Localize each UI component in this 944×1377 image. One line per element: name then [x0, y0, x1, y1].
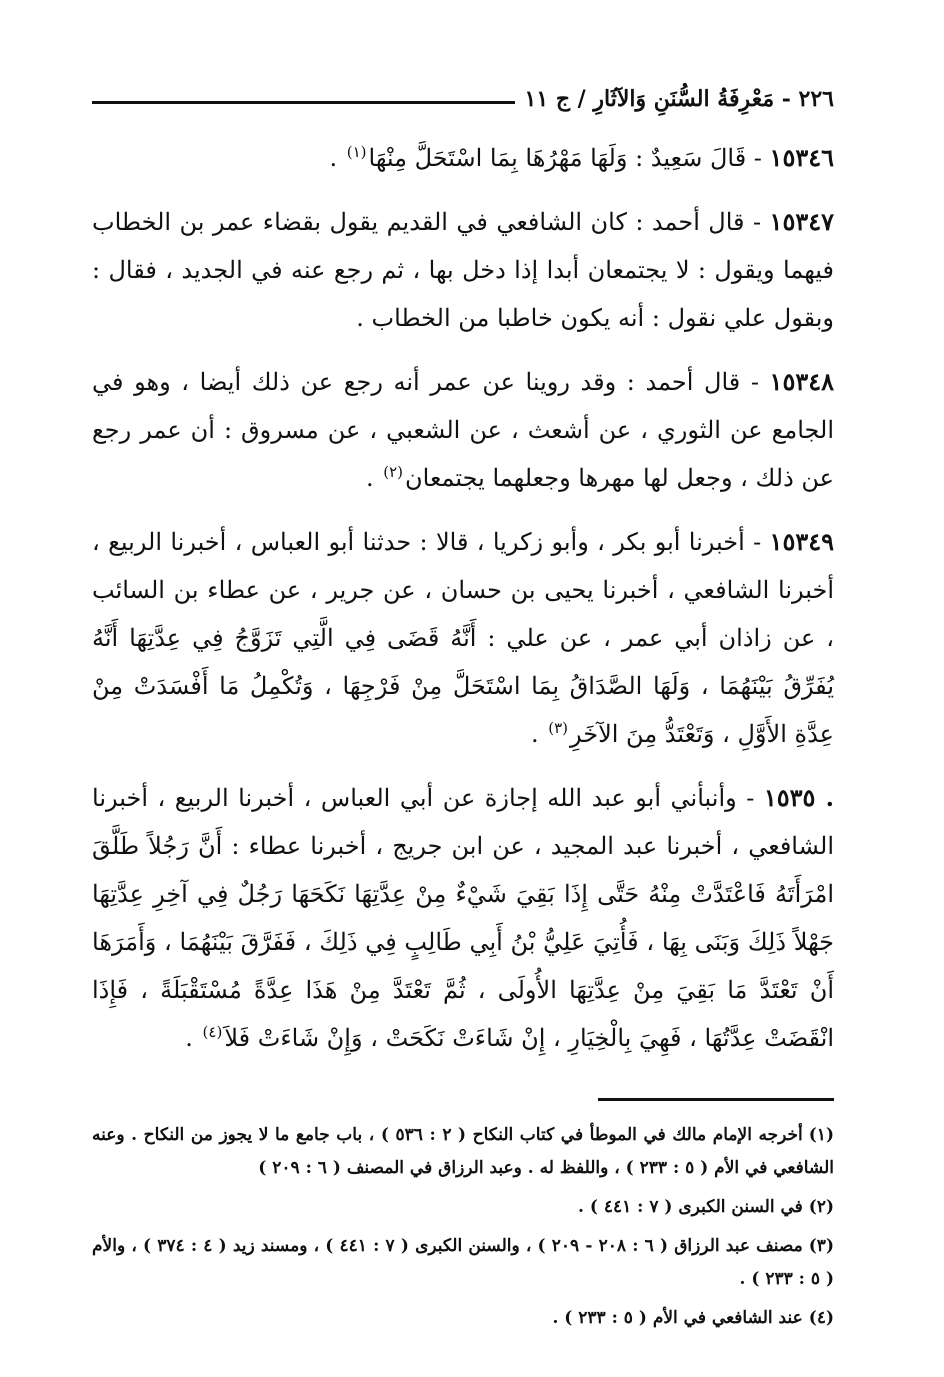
hadith-number: . ١٥٣٥	[763, 783, 834, 812]
footnote-number: (١)	[808, 1125, 834, 1145]
hadith-end: .	[185, 1024, 201, 1052]
hadith-number: ١٥٣٤٧	[769, 207, 834, 236]
header-rule	[92, 101, 515, 104]
footnote	[92, 1230, 834, 1296]
hadith-end: .	[365, 464, 382, 492]
footnote-text: مصنف عبد الرزاق ( ٦ : ٢٠٨ - ٢٠٩ ) ، والسنن الكبرى ( ٧ : ٤٤١ ) ، ومسند زيد ( ٤ : ٣٧٤ ) ، والأم ( ٥ : ٢٣٣ ) .	[92, 1236, 834, 1289]
hadith-text: - قَالَ سَعِيدٌ : وَلَهَا مَهْرُهَا بِمَا اسْتَحَلَّ مِنْهَا	[368, 144, 770, 172]
hadith-paragraph	[92, 518, 834, 758]
footnote-divider	[598, 1098, 834, 1101]
header-title: ٢٢٦ - مَعْرِفَةُ السُّنَنِ وَالآثَارِ / ج ١١	[524, 86, 834, 112]
document-page	[92, 78, 834, 1337]
footnote	[92, 1302, 834, 1335]
hadith-text: - أخبرنا أبو بكر ، وأبو زكريا ، قالا : حدثنا أبو العباس ، أخبرنا الربيع ، أخبرنا الشافعي ، أخبرنا يحيى بن حسان ، عن جرير ، عن عطاء بن السائب ، عن زاذان أبي عمر ، عن علي : أَنَّهُ قَضَى فِي الَّتِي تَزَوَّجُ فِي عِدَّتِهَا أَنَّهُ يُفَرِّقُ بَيْنَهُمَا ، وَلَهَا الصَّدَاقُ بِمَا اسْتَحَلَّ مِنْ فَرْجِهَا ، وَتُكْمِلُ مَا أَفْسَدَتْ مِنْ عِدَّةِ الأَوَّلِ ، وَتَعْتَدُّ مِنَ الآخَرِ	[92, 528, 835, 748]
hadith-end: .	[329, 144, 345, 172]
hadith-end: .	[530, 720, 547, 748]
hadith-text: - وأنبأني أبو عبد الله إجازة عن أبي العباس ، أخبرنا الربيع ، أخبرنا الشافعي ، أخبرنا عبد المجيد ، عن ابن جريج ، أخبرنا عطاء : أَنَّ رَجُلاً طَلَّقَ امْرَأَتَهُ فَاعْتَدَّتْ مِنْهُ حَتَّى إِذَا بَقِيَ شَيْءٌ مِنْ عِدَّتِهَا نَكَحَهَا رَجُلٌ فِي آخِرِ عِدَّتِهَا جَهْلاً ذَلِكَ وَبَنَى بِهَا ، فَأُتِيَ عَلِيُّ بْنُ أَبِي طَالِبٍ فِي ذَلِكَ ، فَفَرَّقَ بَيْنَهُمَا ، وَأَمَرَهَا أَنْ تَعْتَدَّ مَا بَقِيَ مِنْ عِدَّتِهَا الأُولَى ، ثُمَّ تَعْتَدَّ مِنْ هَذَا عِدَّةً مُسْتَقْبَلَةً ، فَإِذَا انْقَضَتْ عِدَّتُهَا ، فَهِيَ بِالْخِيَارِ ، إِنْ شَاءَتْ نَكَحَتْ ، وَإِنْ شَاءَتْ فَلاَ	[92, 784, 834, 1052]
hadith-paragraph	[92, 358, 834, 502]
running-header	[92, 78, 834, 112]
footnote-number: (٤)	[808, 1308, 834, 1328]
footnote-number: (٢)	[808, 1197, 834, 1217]
hadith-text: - قال أحمد : كان الشافعي في القديم يقول بقضاء عمر بن الخطاب فيهما ويقول : لا يجتمعان أبدا إذا دخل بها ، ثم رجع عنه في الجديد ، فقال : وبقول علي نقول : أنه يكون خاطبا من الخطاب .	[92, 208, 834, 332]
hadith-number: ١٥٣٤٨	[769, 367, 834, 396]
hadith-text: - قال أحمد : وقد روينا عن عمر أنه رجع عن ذلك أيضا ، وهو في الجامع عن الثوري ، عن أشعث ، عن الشعبي ، عن مسروق : أن عمر رجع عن ذلك ، وجعل لها مهرها وجعلهما يجتمعان	[92, 368, 834, 492]
footnotes	[92, 1119, 834, 1335]
footnote-ref: (١)	[346, 143, 367, 161]
hadith-paragraph	[92, 198, 834, 342]
footnote-text: في السنن الكبرى ( ٧ : ٤٤١ ) .	[578, 1197, 803, 1217]
footnote-number: (٣)	[808, 1236, 834, 1256]
main-text	[92, 134, 834, 1062]
hadith-paragraph	[92, 774, 834, 1062]
hadith-number: ١٥٣٤٦	[769, 143, 834, 172]
footnote	[92, 1119, 834, 1185]
hadith-number: ١٥٣٤٩	[769, 527, 834, 556]
footnote-text: أخرجه الإمام مالك في الموطأ في كتاب النكاح ( ٢ : ٥٣٦ ) ، باب جامع ما لا يجوز من النكاح . وعنه الشافعي في الأم ( ٥ : ٢٣٣ ) ، واللفظ له . وعبد الرزاق في المصنف ( ٦ : ٢٠٩ )	[92, 1125, 834, 1178]
footnote-text: عند الشافعي في الأم ( ٥ : ٢٣٣ ) .	[552, 1308, 803, 1328]
footnote-ref: (٤)	[202, 1023, 223, 1041]
hadith-paragraph	[92, 134, 834, 182]
footnote-ref: (٢)	[383, 463, 404, 481]
footnote-ref: (٣)	[548, 719, 568, 737]
footnote	[92, 1191, 834, 1224]
